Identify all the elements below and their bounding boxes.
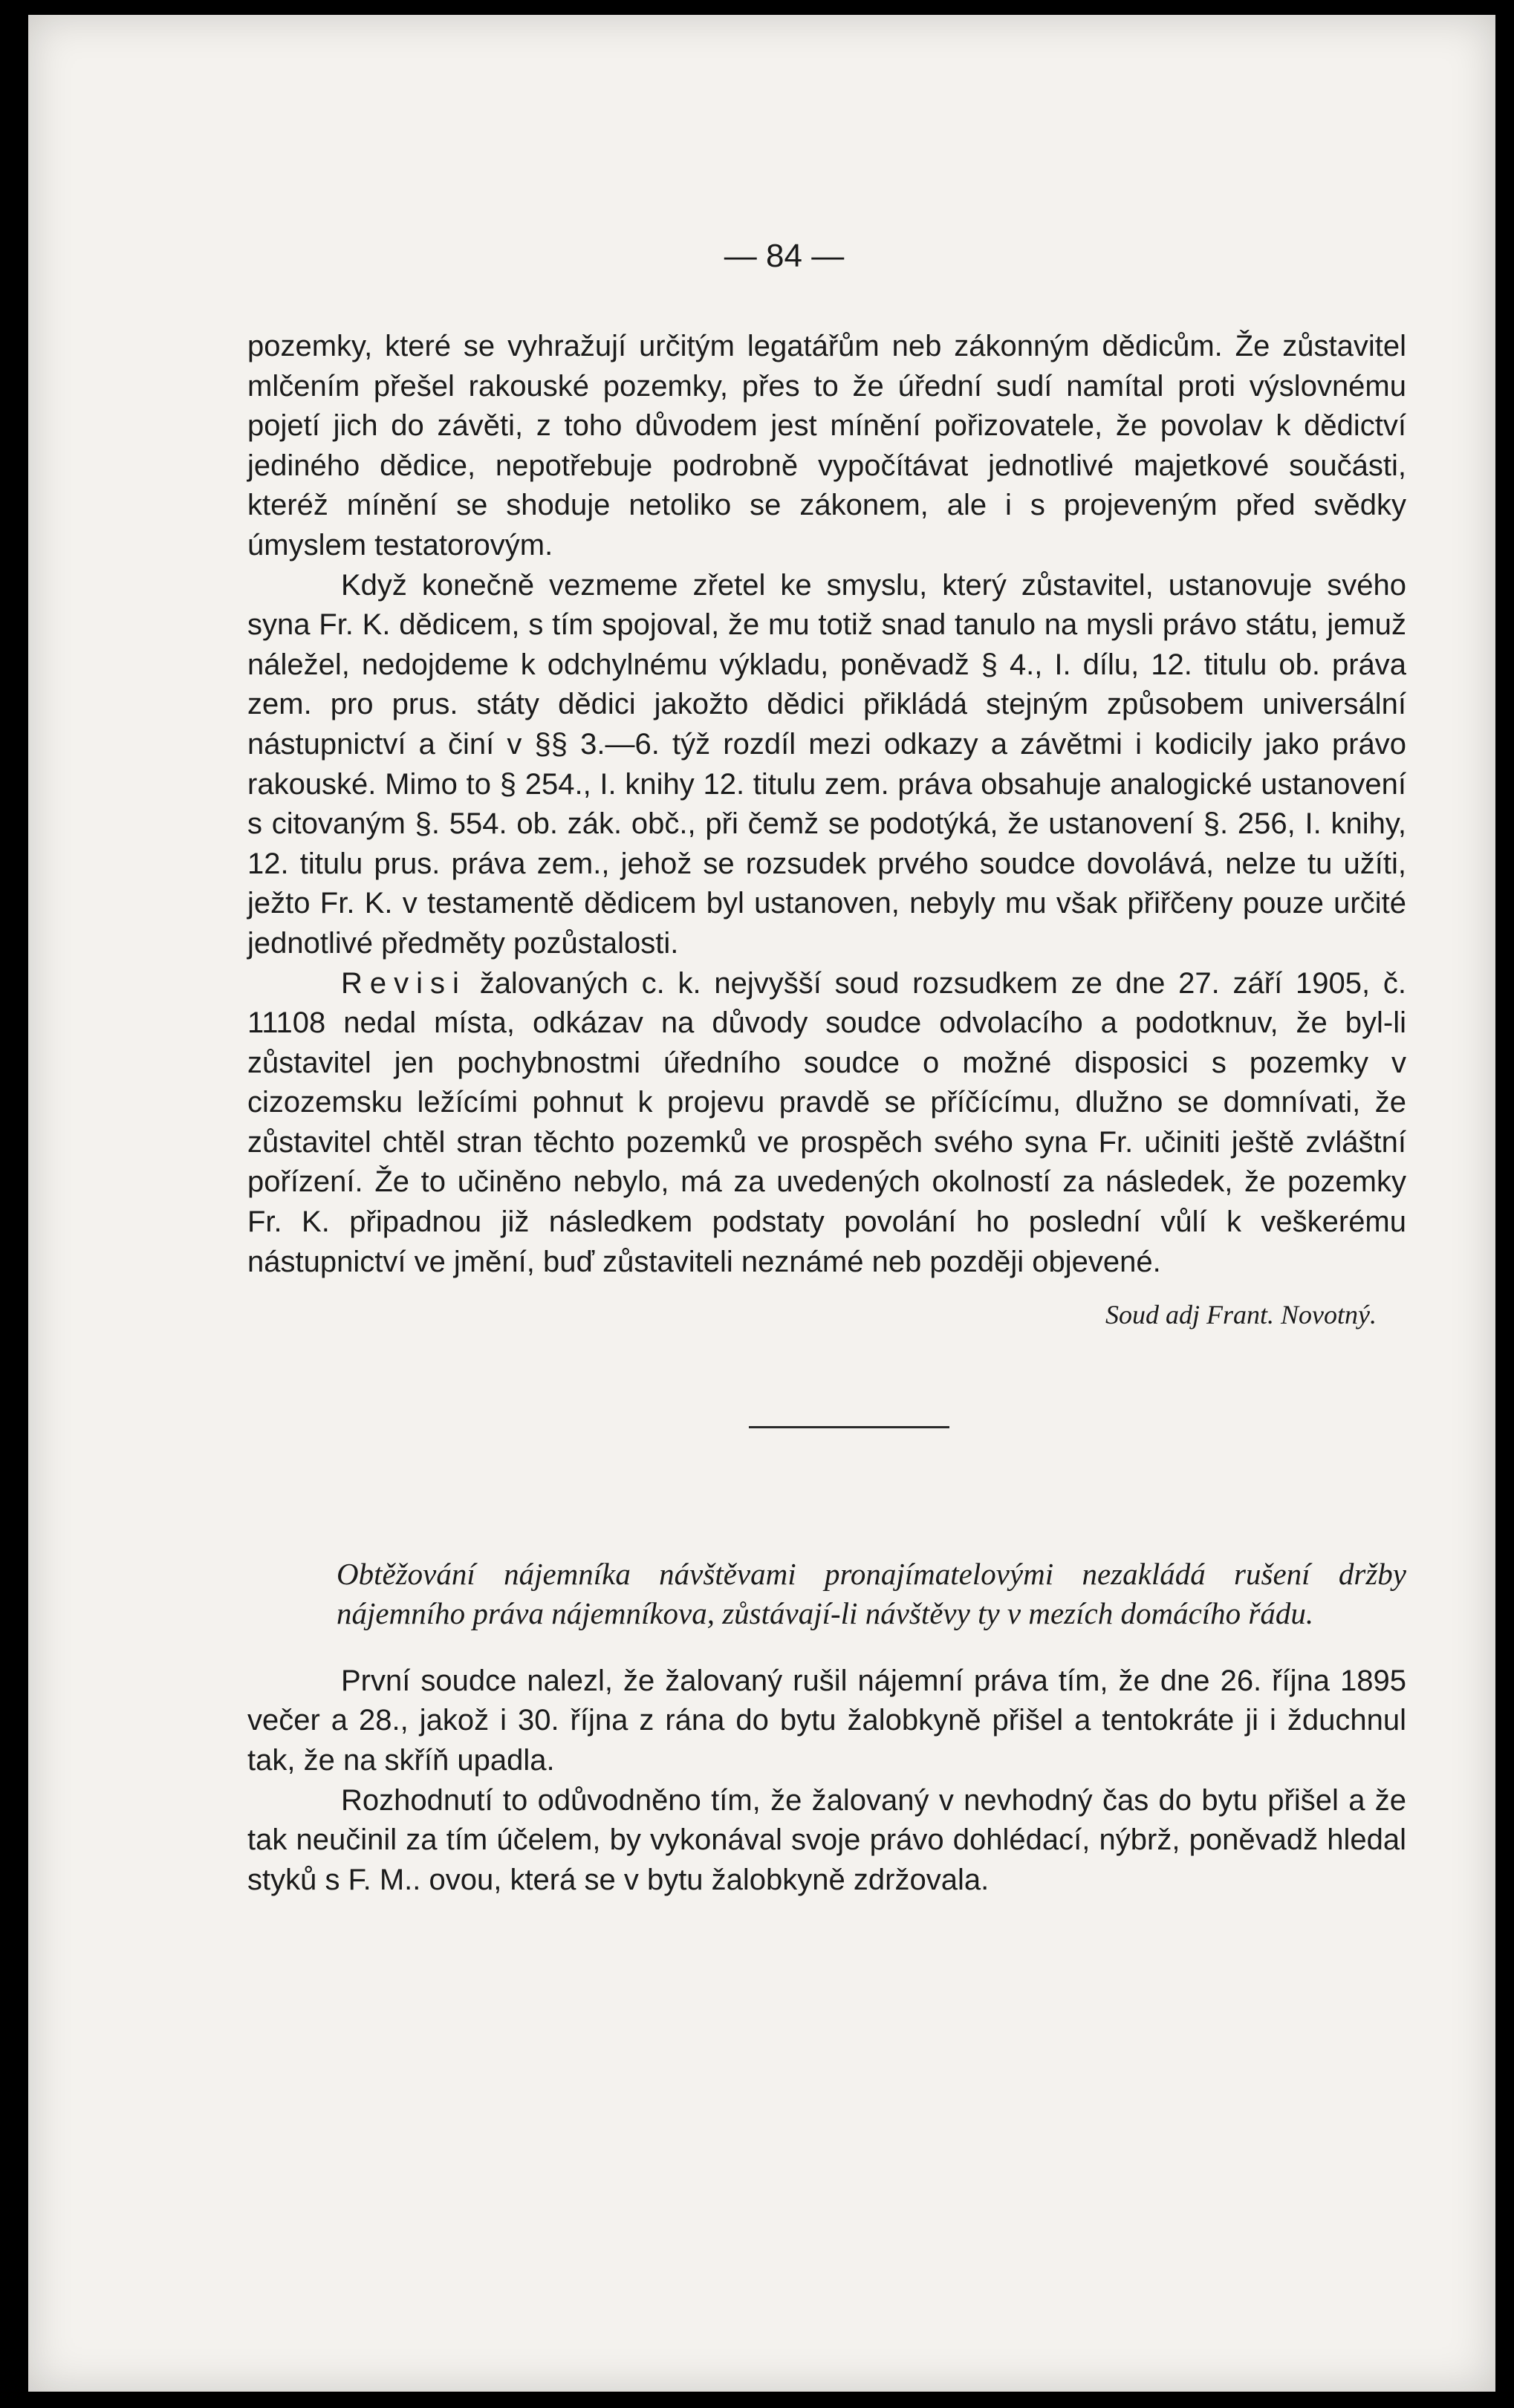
page-number: — 84 — <box>724 238 845 274</box>
paragraph-continuation: pozemky, které se vyhražují určitým legatářům neb zákonným dědicům. Že zůstavitel mlčením přešel rakouské pozemky, přes to že úřední sudí namítal proti výslovnému pojetí jich do závěti, z toho důvodem jest mínění pořizovatele, že povolav k dědictví jediného dědice, nepotřebuje podrobně vypočítávat jednotlivé majetkové součásti, kteréž mínění se shoduje netoliko se zákonem, ale i s projeveným před svědky úmyslem testatorovým. <box>247 330 1406 562</box>
section-divider <box>749 1426 949 1428</box>
revision-text: žalovaných c. k. nejvyšší soud rozsudkem ze dne 27. září 1905, č. 11108 nedal místa, odkázav na důvody soudce odvolacího a podotknuv, že byl-li zůstavitel jen pochybnostmi úředního soudce o možné disposici s pozemky v cizozemsku ležícími pohnut k projevu pravdě se příčícímu, dlužno se domnívati, že zůstavitel chtěl stran těchto pozemků ve prospěch svého syna Fr. učiniti ještě zvláštní pořízení. Že to učiněno nebylo, má za uvedených okolností za následek, že pozemky Fr. K. připadnou již následkem podstaty povolání ho poslední vůlí k veškerému nástupnictví ve jmění, buď zůstaviteli neznámé neb později objevené. <box>247 966 1406 1278</box>
case-headnote: Obtěžování nájemníka návštěvami pronajímatelovými nezakládá rušení držby nájemního práva nájemníkova, zůstávají-li návštěvy ty v mezích domácího řádu. <box>337 1556 1406 1630</box>
page-content <box>247 327 1406 1900</box>
paragraph-reasoning: Když konečně vezmeme zřetel ke smyslu, který zůstavitel, ustanovuje svého syna Fr. K. dědicem, s tím spojoval, že mu totiž snad tanulo na mysli právo státu, jemuž náležel, nedojdeme k odchylnému výkladu, poněvadž § 4., I. dílu, 12. titulu ob. práva zem. pro prus. státy dědici jakožto dědici přikládá stejným způsobem universální nástupnictví a činí v §§ 3.—6. týž rozdíl mezi odkazy a závětmi i kodicily jako právo rakouské. Mimo to § 254., I. knihy 12. titulu zem. práva obsahuje analogické ustanovení s citovaným §. 554. ob. zák. obč., při čemž se podotýká, že ustanovení §. 256, I. knihy, 12. titulu prus. práva zem., jehož se rozsudek prvého soudce dovolává, nelze tu užíti, ježto Fr. K. v testamentě dědicem byl ustanoven, nebyly mu však přiřčeny pouze určité jednotlivé předměty pozůstalosti. <box>247 568 1406 960</box>
paragraph-decision: Rozhodnutí to odůvodněno tím, že žalovaný v nevhodný čas do bytu přišel a že tak neučinil za tím účelem, by vykonával svoje právo dohlédací, nýbrž, poněvadž hledal styků s F. M.. ovou, která se v bytu žalobkyně zdržovala. <box>247 1783 1406 1896</box>
judge-signature: Soud adj Frant. Novotný. <box>1105 1300 1377 1330</box>
scanned-page <box>28 15 1495 2392</box>
paragraph-first-judge: První soudce nalezl, že žalovaný rušil nájemní práva tím, že dne 26. října 1895 večer a 28., jakož i 30. října z rána do bytu žalobkyně přišel a tentokráte ji i žduchnul tak, že na skříň upadla. <box>247 1664 1406 1777</box>
revision-lead-word: Revisi <box>341 966 467 1000</box>
paragraph-revision <box>247 964 1406 1283</box>
